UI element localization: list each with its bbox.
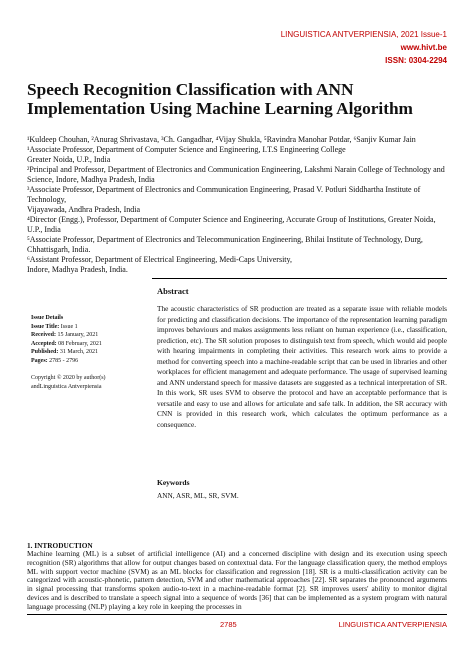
paper-title: Speech Recognition Classification with ANN Implementation Using Machine Learning Algorithm: [27, 80, 413, 118]
received-row: [31, 331, 141, 340]
abstract-heading: Abstract: [157, 286, 189, 296]
author-names: ¹Kuldeep Chouhan, ²Anurag Shrivastava, ³Ch. Gangadhar, ⁴Vijay Shukla, ⁵Ravindra Manohar Potdar, ⁶Sanjiv Kumar Jain: [27, 135, 416, 144]
issue-title-row: [31, 323, 141, 332]
journal-issn: ISSN: 0304-2294: [385, 56, 447, 65]
page-number: 2785: [220, 620, 237, 629]
issue-title-value: Issue 1: [60, 323, 78, 330]
pages-value: 2785 - 2796: [49, 357, 79, 364]
issue-details: [31, 314, 141, 391]
introduction-text: Machine learning (ML) is a subset of artificial intelligence (AI) and a concerned discipline with design and its execution using speech recognition (SR) algorithms that allow for output changes based on contextual data. For the language classification query, the method employs ML with support vector machine (SVM) as an ML blocks for classification and regression [18]. SR is a multi-classification activity can be categorized with acoustic-phonetic, pattern detection, SVM and other mathematical approaches [22]. SR separates the pronounced arguments in signal processing that transforms spoken audio-to-text in a machine-readable format [2]. SR improves users' ability to monitor digital devices and is described to translate a speech signal into a sequence of words [36] that can be implemented as a system program with natural language processing (NLP) playing a key role in keeping the processes in: [27, 549, 447, 611]
affiliation-6: ⁶Assistant Professor, Department of Electrical Engineering, Medi-Caps University,: [27, 255, 292, 264]
accepted-row: [31, 340, 141, 349]
affiliation-1-location: Greater Noida, U.P., India: [27, 155, 111, 164]
published-value: 31 March, 2021: [59, 349, 99, 355]
affiliation-2: ²Principal and Professor, Department of Electronics and Communication Engineering, Lakshmi Narain College of Technology and Science, Indore, Madhya Pradesh, India: [27, 165, 445, 184]
accepted-label: Accepted:: [31, 340, 57, 347]
affiliation-1: ¹Associate Professor, Department of Computer Science and Engineering, I.T.S Engineering College: [27, 145, 346, 154]
copyright-line-2: andLinguistica Antverpiensia: [31, 383, 102, 390]
keywords-heading: Keywords: [157, 478, 190, 487]
issue-details-heading: Issue Details: [31, 315, 64, 321]
footer-divider: [27, 614, 447, 615]
introduction-heading: 1. INTRODUCTION: [27, 541, 93, 550]
copyright-line-1: Copyright © 2020 by author(s): [31, 375, 106, 381]
published-row: [31, 348, 141, 357]
journal-website[interactable]: www.hivt.be: [400, 43, 447, 52]
affiliation-5: ⁵Associate Professor, Department of Electronics and Telecommunication Engineering, Bhilai Institute of Technology, Durg, Chhattisgarh, India.: [27, 235, 423, 254]
pages-row: [31, 357, 141, 366]
affiliation-4: ⁴Director (Engg.), Professor, Department of Computer Science and Engineering, Accurate Group of Institutions, Greater Noida, U.P., India: [27, 215, 436, 234]
published-label: Published:: [31, 349, 59, 355]
affiliation-6-location: Indore, Madhya Pradesh, India.: [27, 265, 128, 274]
abstract-text: The acoustic characteristics of SR production are treated as a separate issue with reliable models for predicting and classification decisions. The importance of the representation learning paradigm improves behaviours and makes assignments less reliant on human experience (i.e., classification, prediction, etc). The SR solution proposes to distinguish text from speech, which would aid people with hearing impairments in completing their activities. This research work aims to provide a method for converting speech into a machine-readable script that can be used in libraries and other workplaces for efficient management and adequate performance. The usage of supervised learning and ANN understand speech for massive datasets are suggested as a technical interpretation of SR. In this work, SR uses SVM to observe the protocol and have an acceptable performance that is versatile and easy to use and allows for articulate and safe talk. In addition, the SR accuracy with CNN is provided in this research work, which calculates the optimum performance as a consequence.: [157, 304, 447, 429]
author-block: [27, 135, 452, 275]
affiliation-3-location: Vijayawada, Andhra Pradesh, India: [27, 205, 141, 214]
abstract-divider: [152, 278, 447, 279]
affiliation-3: ³Associate Professor, Department of Electronics and Communication Engineering, Prasad V. Potluri Siddhartha Institute of Technology,: [27, 185, 421, 204]
journal-header: LINGUISTICA ANTVERPIENSIA, 2021 Issue-1: [280, 30, 447, 39]
accepted-value: 08 February, 2021: [58, 340, 102, 347]
received-value: 15 January, 2021: [57, 332, 99, 338]
issue-title-label: Issue Title:: [31, 323, 60, 330]
received-label: Received:: [31, 332, 56, 338]
keywords-text: ANN, ASR, ML, SR, SVM.: [157, 491, 239, 500]
footer-journal: LINGUISTICA ANTVERPIENSIA: [338, 620, 447, 629]
pages-label: Pages:: [31, 357, 48, 364]
